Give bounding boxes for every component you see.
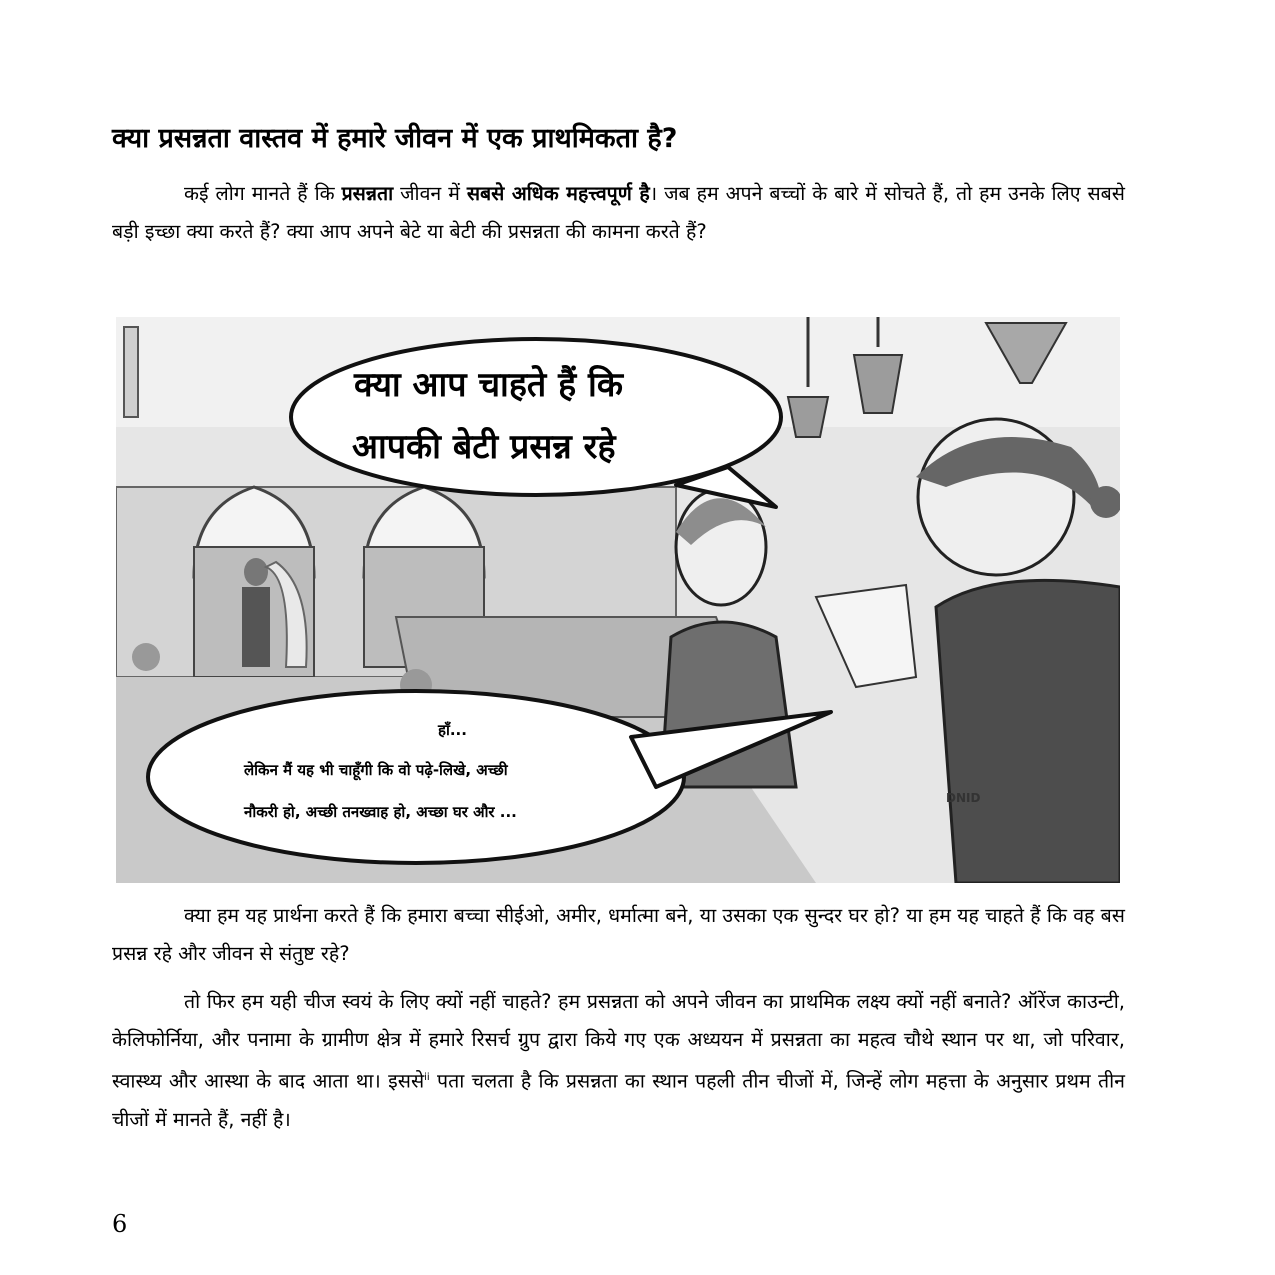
footnote-ref[interactable]: ii bbox=[424, 1072, 430, 1083]
bubble2-line3: नौकरी हो, अच्छी तनख्वाह हो, अच्छा घर और ... bbox=[244, 803, 517, 821]
flower-decoration bbox=[132, 643, 160, 671]
page-number: 6 bbox=[112, 1210, 128, 1238]
mother-dress bbox=[936, 580, 1120, 883]
priority-paragraph bbox=[112, 983, 1125, 1139]
paragraph1-text-3: । जब हम अपने बच्चों के बारे में सोचते हैं, तो हम उनके लिए सबसे बड़ी इच्छा क्या करते हैं? क्या आप अपने बेटे या बेटी की प्रसन्नता की कामना करते हैं? bbox=[112, 182, 1125, 243]
paragraph1-text-2: जीवन में bbox=[393, 182, 467, 205]
groom-head bbox=[244, 558, 268, 586]
paragraph1-text-1: कई लोग मानते हैं कि bbox=[184, 182, 342, 205]
bubble2-line2: लेकिन मैं यह भी चाहूँगी कि वो पढ़े-लिखे, अच्छी bbox=[244, 761, 508, 779]
bubble2-line1: हाँ... bbox=[438, 721, 467, 739]
paragraph1-bold-2: सबसे अधिक महत्त्वपूर्ण है bbox=[466, 182, 650, 205]
pillar bbox=[124, 327, 138, 417]
paragraph1-bold-1: प्रसन्नता bbox=[341, 182, 394, 205]
prayer-paragraph: क्या हम यह प्रार्थना करते हैं कि हमारा बच्चा सीईओ, अमीर, धर्मात्मा बने, या उसका एक सुन्दर घर हो? या हम यह चाहते हैं कि वह बस प्रसन्न रहे और जीवन से संतुष्ट रहे? bbox=[112, 904, 1125, 965]
artist-signature: DNID bbox=[946, 791, 981, 805]
bubble1-line2: आपकी बेटी प्रसन्न रहे bbox=[352, 427, 616, 467]
groom-body bbox=[242, 587, 270, 667]
hanging-lamp bbox=[788, 397, 828, 437]
page-heading: क्या प्रसन्नता वास्तव में हमारे जीवन में एक प्राथमिकता है? bbox=[112, 123, 678, 154]
bubble1-line1: क्या आप चाहते हैं कि bbox=[354, 365, 623, 405]
intro-paragraph bbox=[112, 175, 1125, 251]
paragraph3-text-2: पता चलता है कि प्रसन्नता का स्थान पहली तीन चीजों में, जिन्हें लोग महत्ता के अनुसार प्रथम तीन चीजों में मानते हैं, नहीं है। bbox=[112, 1069, 1125, 1131]
paragraph3-text-1: तो फिर हम यही चीज स्वयं के लिए क्यों नहीं चाहते? हम प्रसन्नता को अपने जीवन का प्राथमिक लक्ष्य क्यों नहीं बनाते? ऑरेंज काउन्टी, केलिफोर्निया, और पनामा के ग्रामीण क्षेत्र में हमारे रिसर्च ग्रुप द्वारा किये गए एक अध्ययन में प्रसन्नता का महत्व चौथे स्थान पर था, जो परिवार, स्वास्थ्य और आस्था के बाद आता था। इससे bbox=[112, 990, 1125, 1093]
